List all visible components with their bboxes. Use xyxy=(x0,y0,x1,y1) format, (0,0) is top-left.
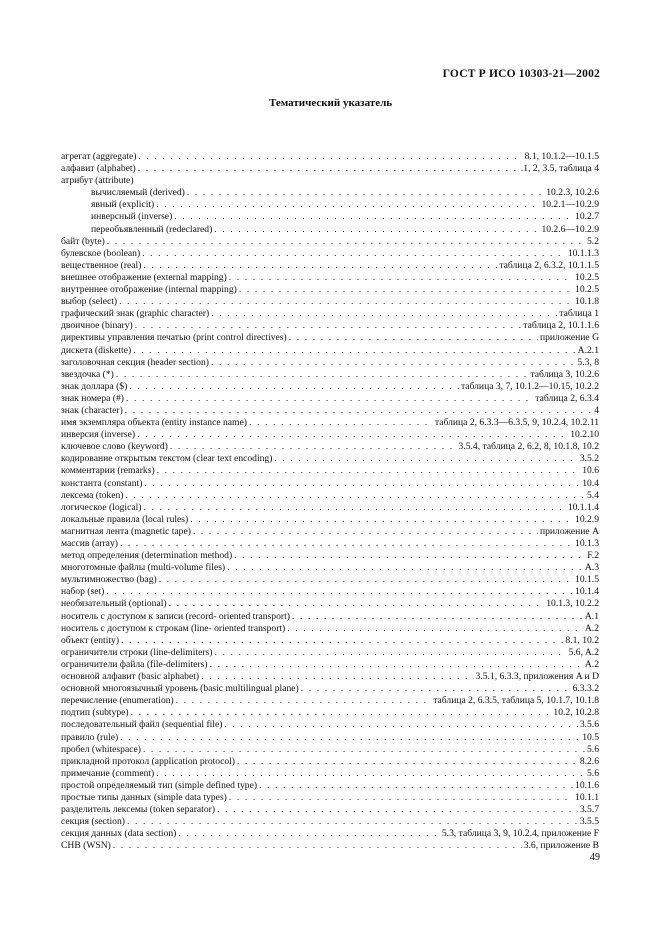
index-reference: 10.2.9 xyxy=(575,513,599,525)
index-subentry xyxy=(61,224,599,236)
dot-leader xyxy=(217,804,578,816)
index-reference: 10.2.6—10.2.9 xyxy=(541,223,599,235)
dot-leader xyxy=(214,224,539,236)
index-reference: 10.2.5 xyxy=(575,271,599,283)
index-entry xyxy=(61,659,599,671)
index-term: пробел (whitespace) xyxy=(61,743,141,755)
index-reference: 3.5.1, 6.3.3, приложения A и D xyxy=(475,671,599,683)
index-entry xyxy=(61,695,599,707)
dot-leader xyxy=(137,429,568,441)
index-entry xyxy=(61,828,599,840)
index-term: основной многоязычный уровень (basic multilingual plane) xyxy=(61,683,299,695)
index-term: правило (rule) xyxy=(61,731,119,743)
index-term: ограничители файла (file-delimiters) xyxy=(61,658,208,670)
dot-leader xyxy=(237,756,578,768)
index-term: лексема (token) xyxy=(61,489,124,501)
index-entry xyxy=(61,478,599,490)
index-entry xyxy=(61,284,599,296)
dot-leader xyxy=(121,635,563,647)
dot-leader xyxy=(143,744,585,756)
index-reference: таблица 2, 6.3.3—6.3.5, 9, 10.2.4, 10.2.11 xyxy=(434,417,599,429)
index-subentry xyxy=(61,187,599,199)
index-entry xyxy=(61,780,599,792)
index-reference: 4 xyxy=(594,404,599,416)
index-entry xyxy=(61,453,599,465)
subject-index xyxy=(61,151,599,852)
index-term: внутреннее отображение (internal mapping) xyxy=(61,284,237,296)
index-term: инверсия (inverse) xyxy=(61,429,136,441)
dot-leader xyxy=(193,526,538,538)
dot-leader xyxy=(143,502,565,514)
dot-leader xyxy=(107,236,585,248)
index-entry xyxy=(61,308,599,320)
index-entry xyxy=(61,465,599,477)
dot-leader xyxy=(214,647,566,659)
index-term: дискета (diskette) xyxy=(61,344,132,356)
index-reference: 10.1.1 xyxy=(575,791,599,803)
dot-leader xyxy=(144,478,580,490)
index-term: последовательный файл (sequential file) xyxy=(61,719,223,731)
index-reference: A.2 xyxy=(584,622,599,634)
dot-leader xyxy=(135,320,522,332)
index-term: СНВ (WSN) xyxy=(61,840,111,852)
dot-leader xyxy=(174,211,573,223)
index-term: логическое (logical) xyxy=(61,501,142,513)
index-reference: 6.3.3.2 xyxy=(572,683,599,695)
dot-leader xyxy=(120,538,573,550)
index-term: локальные правила (local rules) xyxy=(61,513,189,525)
index-entry xyxy=(61,647,599,659)
index-term: знак доллара ($) xyxy=(61,380,128,392)
index-term: перечисление (enumeration) xyxy=(61,695,174,707)
dot-leader xyxy=(229,272,573,284)
index-reference: 5.2 xyxy=(587,235,599,247)
index-reference: 10.1.6 xyxy=(575,779,599,791)
index-term: массив (array) xyxy=(61,538,118,549)
index-entry xyxy=(61,490,599,502)
dot-leader xyxy=(157,465,581,477)
index-term: прикладной протокол (application protocol) xyxy=(61,755,235,767)
dot-leader xyxy=(211,357,575,369)
index-subentry xyxy=(61,211,599,223)
index-entry xyxy=(61,671,599,683)
dot-leader xyxy=(190,514,573,526)
index-entry xyxy=(61,260,599,272)
index-entry xyxy=(61,611,599,623)
dot-leader xyxy=(239,284,573,296)
index-term: носитель с доступом к записи (record- oriented transport) xyxy=(61,610,290,622)
dot-leader xyxy=(187,187,544,199)
index-reference: 5.3, таблица 3, 9, 10.2.4, приложение F xyxy=(441,828,599,840)
dot-leader xyxy=(234,550,585,562)
index-entry xyxy=(61,840,599,852)
index-term: кодирование открытым текстом (clear text encoding) xyxy=(61,453,273,465)
index-entry xyxy=(61,744,599,756)
index-term: простой определяемый тип (simple defined type) xyxy=(61,779,258,791)
dot-leader xyxy=(249,417,433,429)
index-term: заголовочная секция (header section) xyxy=(61,356,209,368)
index-entry xyxy=(61,816,599,828)
index-reference: 10.1.4 xyxy=(575,586,599,598)
page-title: Тематический указатель xyxy=(268,97,393,109)
index-entry xyxy=(61,236,599,248)
index-reference: 10.5 xyxy=(582,731,599,743)
index-term: простые типы данных (simple data types) xyxy=(61,791,227,803)
index-term: необязательный (optional) xyxy=(61,598,167,610)
index-reference: 10.6 xyxy=(582,465,599,477)
index-entry xyxy=(61,538,599,550)
index-reference: 10.1.5 xyxy=(575,574,599,586)
index-reference: таблица 1 xyxy=(559,308,599,320)
dot-leader xyxy=(210,659,583,671)
dot-leader xyxy=(227,562,583,574)
index-reference: 5.6, A.2 xyxy=(568,646,599,658)
index-reference: .1, 2, 3.5, таблица 4 xyxy=(520,163,599,175)
index-entry xyxy=(61,586,599,598)
dot-leader xyxy=(127,816,578,828)
index-reference: таблица 2, 6.3.4 xyxy=(535,392,599,404)
index-entry xyxy=(61,296,599,308)
index-reference: 8.1, 10.1.2—10.1.5 xyxy=(524,151,599,162)
index-reference: 10.2.1—10.2.9 xyxy=(541,199,599,211)
index-term: разделитель лексемы (token separator) xyxy=(61,804,216,816)
index-term: подтип (subtype) xyxy=(61,707,129,719)
index-entry xyxy=(61,768,599,780)
index-reference: 3.5.2 xyxy=(579,453,599,465)
index-reference: 3.5.6 xyxy=(579,719,599,731)
dot-leader xyxy=(224,719,577,731)
index-term: графический знак (graphic character) xyxy=(61,308,210,320)
index-reference: 8.2.6 xyxy=(579,755,599,767)
index-entry xyxy=(61,393,599,405)
dot-leader xyxy=(143,260,497,272)
index-term: вещественное (real) xyxy=(61,259,142,271)
index-reference: F.2 xyxy=(587,550,599,562)
index-reference: таблица 2, 6.3.5, таблица 5, 10.1.7, 10.1.8 xyxy=(433,695,599,707)
index-entry xyxy=(61,332,599,344)
index-term: многотомные файлы (multi-volume files) xyxy=(61,562,226,574)
dot-leader xyxy=(125,490,585,502)
index-term: секция (section) xyxy=(61,816,125,828)
dot-leader xyxy=(259,780,573,792)
dot-leader xyxy=(138,163,519,175)
index-entry xyxy=(61,526,599,538)
index-term: примечание (comment) xyxy=(61,767,155,779)
dot-leader xyxy=(287,623,583,635)
document-code: ГОСТ Р ИСО 10303-21—2002 xyxy=(442,68,600,80)
index-reference: таблица 3, 10.2.6 xyxy=(530,368,599,380)
dot-leader xyxy=(129,381,459,393)
index-reference: 5.6 xyxy=(587,767,599,779)
index-reference: 3.5.5 xyxy=(579,816,599,828)
index-term: булевское (boolean) xyxy=(61,247,141,259)
index-entry xyxy=(61,574,599,586)
index-term: метод определения (determination method) xyxy=(61,550,233,562)
index-reference: A.1 xyxy=(584,610,599,622)
index-term: инверсный (inverse) xyxy=(91,211,173,223)
index-entry xyxy=(61,683,599,695)
index-reference: таблица 2, 6.3.2, 10.1.1.5 xyxy=(499,259,599,271)
index-entry xyxy=(61,417,599,429)
index-reference: 10.2.3, 10.2.6 xyxy=(546,187,599,199)
index-term: внешнее отображение (external mapping) xyxy=(61,271,227,283)
index-entry xyxy=(61,405,599,417)
index-term: знак номера (#) xyxy=(61,392,124,404)
index-reference: 8.1, 10.2 xyxy=(565,634,599,646)
index-reference: 3.5.7 xyxy=(579,804,599,816)
index-term: носитель с доступом к строкам (line- oriented transport) xyxy=(61,622,286,634)
index-subentry xyxy=(61,199,599,211)
index-entry xyxy=(61,381,599,393)
index-entry xyxy=(61,562,599,574)
index-entry xyxy=(61,514,599,526)
dot-leader xyxy=(125,405,592,417)
index-entry xyxy=(61,163,599,175)
index-term: ограничители строки (line-delimiters) xyxy=(61,646,213,658)
dot-leader xyxy=(133,345,576,357)
index-reference: A.2.1 xyxy=(577,344,599,356)
dot-leader xyxy=(116,369,529,381)
index-entry xyxy=(61,792,599,804)
index-term: выбор (select) xyxy=(61,296,118,308)
index-entry xyxy=(61,804,599,816)
index-entry xyxy=(61,248,599,260)
index-entry xyxy=(61,345,599,357)
dot-leader xyxy=(274,453,577,465)
index-entry xyxy=(61,502,599,514)
dot-leader xyxy=(120,732,580,744)
index-term: агрегат (aggregate) xyxy=(61,151,137,162)
index-term: ключевое слово (keyword) xyxy=(61,441,168,453)
index-term: байт (byte) xyxy=(61,235,105,247)
index-term: явный (explicit) xyxy=(91,199,155,211)
index-entry xyxy=(61,175,599,187)
index-reference: 5.3, 8 xyxy=(577,356,599,368)
index-entry xyxy=(61,320,599,332)
index-reference: 10.2.5 xyxy=(575,284,599,296)
index-term: основной алфавит (basic alphabet) xyxy=(61,671,200,683)
index-entry xyxy=(61,756,599,768)
index-term: объект (entity) xyxy=(61,634,120,646)
index-term: комментарии (remarks) xyxy=(61,465,155,477)
index-reference: 10.2.10 xyxy=(570,429,599,441)
index-term: переобъявленный (redeclared) xyxy=(91,223,213,235)
dot-leader xyxy=(138,151,522,163)
index-entry xyxy=(61,357,599,369)
index-term: вычисляемый (derived) xyxy=(91,187,185,199)
index-term: мультимножество (bag) xyxy=(61,574,157,586)
index-reference: таблица 3, 7, 10.1.2—10.15, 10.2.2 xyxy=(460,380,599,392)
page-number: 49 xyxy=(590,852,600,863)
index-entry xyxy=(61,550,599,562)
dot-leader xyxy=(289,332,538,344)
dot-leader xyxy=(131,707,552,719)
dot-leader xyxy=(156,199,539,211)
index-entry xyxy=(61,151,599,163)
index-entry xyxy=(61,441,599,453)
index-entry xyxy=(61,719,599,731)
dot-leader xyxy=(169,598,545,610)
index-reference: 3.6, приложение B xyxy=(523,840,599,852)
dot-leader xyxy=(126,393,533,405)
index-reference: 10.4 xyxy=(582,477,599,489)
index-term: атрибут (attribute) xyxy=(61,175,134,187)
dot-leader xyxy=(142,248,566,260)
index-term: набор (set) xyxy=(61,586,105,598)
index-entry xyxy=(61,429,599,441)
dot-leader xyxy=(159,574,573,586)
index-entry xyxy=(61,623,599,635)
index-entry xyxy=(61,598,599,610)
dot-leader xyxy=(176,695,431,707)
index-term: алфавит (alphabet) xyxy=(61,163,136,175)
index-term: звездочка (*) xyxy=(61,368,114,380)
index-reference: 3.5.4, таблица 2, 6.2, 8, 10.1.8, 10.2 xyxy=(458,441,599,453)
index-reference: приложение G xyxy=(539,332,599,344)
index-reference: 10.1.1.3 xyxy=(567,247,599,259)
dot-leader xyxy=(292,611,583,623)
index-entry xyxy=(61,635,599,647)
index-term: константа (constant) xyxy=(61,477,143,489)
index-reference: A.2 xyxy=(584,658,599,670)
dot-leader xyxy=(170,441,457,453)
index-reference: 10.1.3, 10.2.2 xyxy=(546,598,599,610)
index-term: директивы управления печатью (print control directives) xyxy=(61,332,287,344)
index-reference: 10.1.3 xyxy=(575,538,599,549)
dot-leader xyxy=(119,296,573,308)
index-term: магнитная лента (magnetic tape) xyxy=(61,525,191,537)
dot-leader xyxy=(211,308,557,320)
dot-leader xyxy=(178,828,440,840)
index-reference: 5.6 xyxy=(587,743,599,755)
index-reference: 10.1.1.4 xyxy=(567,501,599,513)
index-term: знак (character) xyxy=(61,404,123,416)
dot-leader xyxy=(301,683,571,695)
index-entry xyxy=(61,369,599,381)
dot-leader xyxy=(201,671,473,683)
dot-leader xyxy=(229,792,573,804)
index-reference: 10.1.8 xyxy=(575,296,599,308)
dot-leader xyxy=(113,840,522,852)
index-term: имя экземпляра объекта (entity instance name) xyxy=(61,417,247,429)
index-reference: приложение A xyxy=(539,525,599,537)
index-reference: 10.2, 10.2.8 xyxy=(553,707,599,719)
index-term: двоичное (binary) xyxy=(61,320,133,332)
index-entry xyxy=(61,272,599,284)
index-reference: 10.2.7 xyxy=(575,211,599,223)
index-entry xyxy=(61,732,599,744)
index-reference: 5.4 xyxy=(587,489,599,501)
index-term: секция данных (data section) xyxy=(61,828,177,840)
dot-leader xyxy=(156,768,585,780)
index-entry xyxy=(61,707,599,719)
index-reference: таблица 2, 10.1.1.6 xyxy=(523,320,599,332)
index-reference: A.3 xyxy=(584,562,599,574)
dot-leader xyxy=(106,586,573,598)
